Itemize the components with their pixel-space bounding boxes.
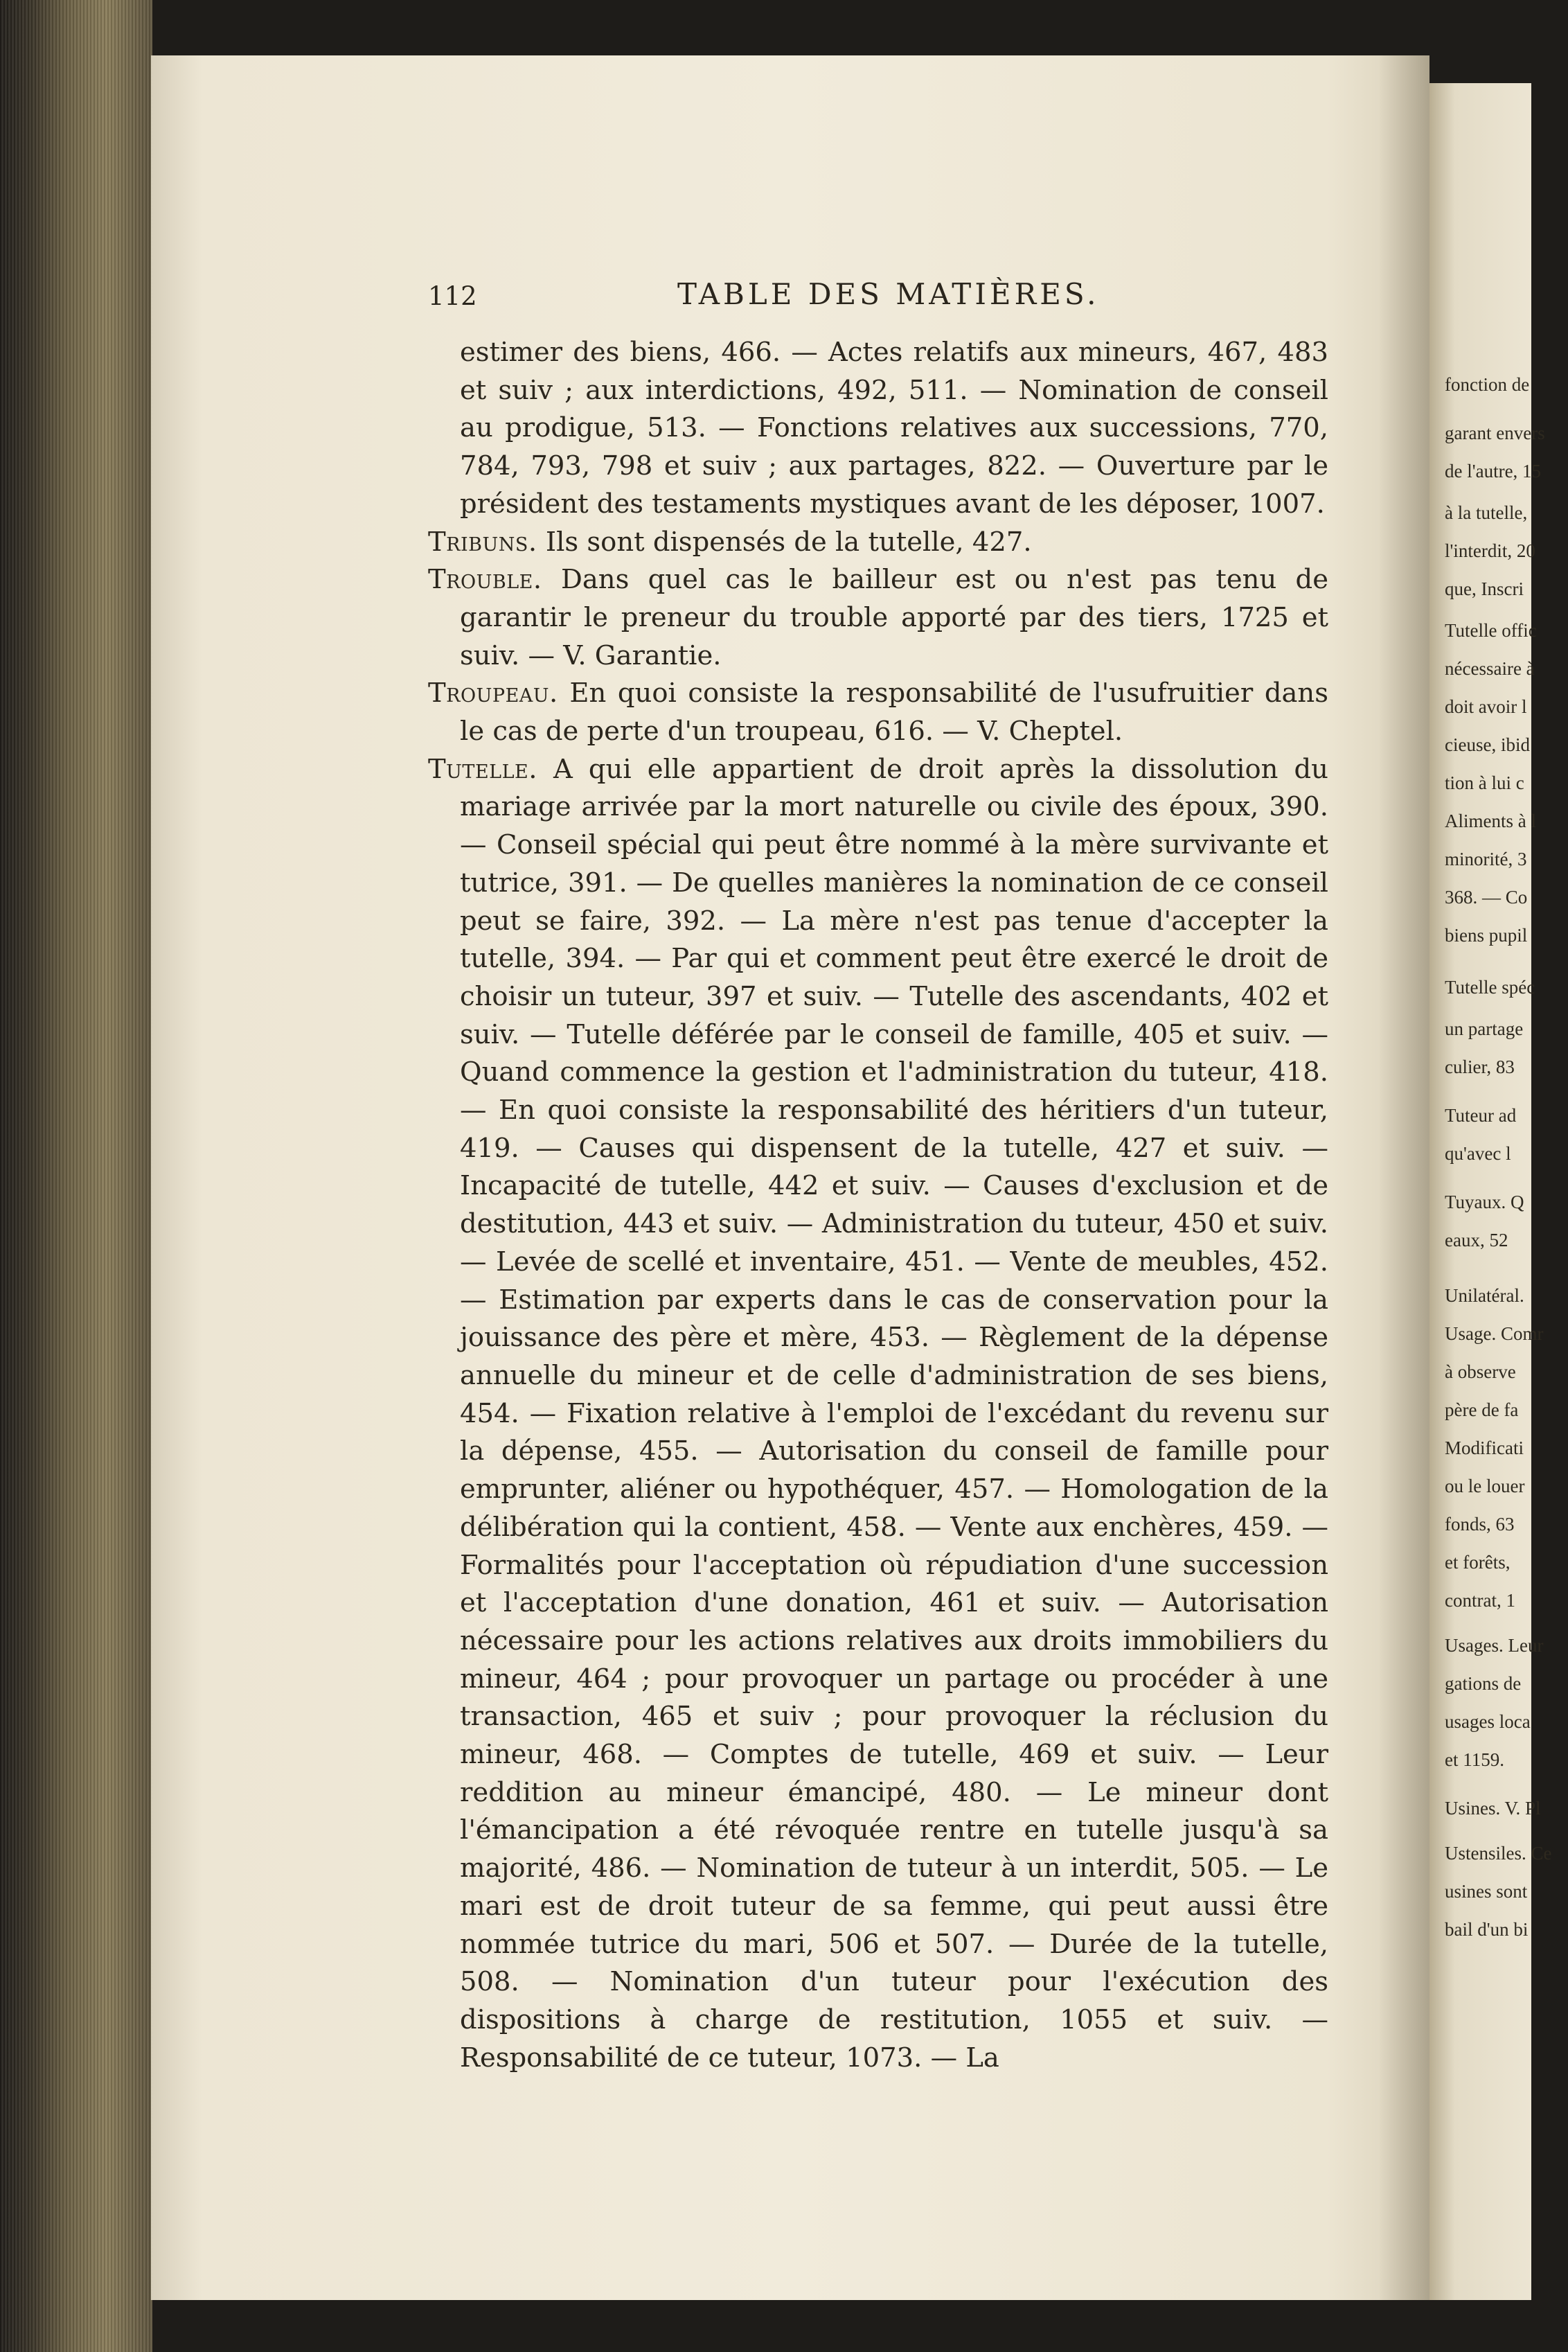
facing-line: Unilatéral. xyxy=(1445,1285,1524,1306)
facing-line: Tutelle offic xyxy=(1445,620,1537,641)
facing-line: que, Inscri xyxy=(1445,578,1524,599)
facing-line: 368. — Co xyxy=(1445,887,1528,908)
facing-line: Ustensiles. Ce xyxy=(1445,1843,1552,1864)
entry-text: Ils sont dispensés de la tutelle, 427. xyxy=(545,526,1032,558)
facing-line: et forêts, xyxy=(1445,1552,1511,1573)
facing-line: Usages. Leur xyxy=(1445,1635,1544,1656)
facing-line: contrat, 1 xyxy=(1445,1590,1515,1611)
facing-line: Tutelle spéc xyxy=(1445,977,1535,998)
facing-line: minorité, 3 xyxy=(1445,849,1527,869)
facing-line: cieuse, ibid xyxy=(1445,734,1530,755)
entry-text: A qui elle appartient de droit après la dissolution du mariage arrivée par la mort naturelle ou civile des époux, 390. — Conseil spécial qui peut être nommé à la mère survivante et tutrice, 391. — De quelles manières la nomination de ce conseil peut se faire, 392. — La mère n'est pas tenue d'accepter la tutelle, 394. — Par qui et comment peut être exercé le droit de choisir un tuteur, 397 et suiv. — Tutelle des ascendants, 402 et suiv. — Tutelle déférée par le conseil de famille, 405 et suiv. — Quand commence la gestion et l'administration du tuteur, 418. — En quoi consiste la responsabilité des héritiers d'un tuteur, 419. — Causes qui dispensent de la tutelle, 427 et suiv. — Incapacité de tutelle, 442 et suiv. — Causes d'exclusion et de destitution, 443 et suiv. — Administration du tuteur, 450 et suiv. — Levée de scellé et inventaire, 451. — Vente de meubles, 452. — Estimation par experts dans le cas de conservation pour la jouissance des père et mère, 453. — Règlement de la dépense annuelle du mineur et de celle d'administration de ses biens, 454. — Fixation relative à l'emploi de l'excédant du revenu sur la dépense, 455. — Autorisation du conseil de famille pour emprunter, aliéner ou hypothéquer, 457. — Homologation de la délibération qui la contient, 458. — Vente aux enchères, 459. — Formalités pour l'acceptation où répudiation d'une succession et l'acceptation d'une donation, 461 et suiv. — Autorisation nécessaire pour les actions relatives aux droits immobiliers du mineur, 464 ; pour provoquer un partage ou procéder à une transaction, 465 et suiv ; pour provoquer la réclusion du mineur, 468. — Comptes de tutelle, 469 et suiv. — Leur reddition au mineur émancipé, 480. — Le mineur dont l'émancipation a été révoquée rentre en tutelle jusqu'à sa majorité, 486. — Nomination de tuteur à un interdit, 505. — Le mari est de droit tuteur de sa femme, qui peut aussi être nommée tutrice du mari, 506 et 507. — Durée de la tutelle, 508. — Nomination d'un tuteur pour l'exécution des dispositions à charge de restitution, 1055 et suiv. — Responsabilité de ce tuteur, 1073. — La xyxy=(460,753,1328,2074)
entry-headword: Trouble. xyxy=(428,564,542,596)
facing-line: fonction de xyxy=(1445,374,1530,395)
facing-page-strip xyxy=(1429,83,1552,2300)
entry-headword: Troupeau. xyxy=(428,678,558,709)
facing-line: ou le louer xyxy=(1445,1476,1525,1496)
entry-headword: Tutelle. xyxy=(428,753,537,785)
index-body xyxy=(428,334,1328,2077)
index-entry xyxy=(428,561,1328,675)
entry-text: En quoi consiste la responsabilité de l'usufruitier dans le cas de perte d'un troupeau, 616. — V. Cheptel. xyxy=(460,678,1328,748)
entry-text: Dans quel cas le bailleur est ou n'est pas tenu de garantir le preneur du trouble apporté par des tiers, 1725 et suiv. — V. Garantie. xyxy=(460,564,1328,671)
facing-line: Modificati xyxy=(1445,1438,1524,1458)
facing-line: usages loca xyxy=(1445,1711,1531,1732)
entry-headword: Tribuns. xyxy=(428,526,537,558)
facing-line: à la tutelle, xyxy=(1445,502,1528,523)
facing-line: à observe xyxy=(1445,1361,1516,1382)
index-entry xyxy=(428,334,1328,524)
gutter-shadow xyxy=(1378,55,1429,2300)
facing-line: eaux, 52 xyxy=(1445,1230,1508,1250)
facing-line: nécessaire à xyxy=(1445,658,1535,679)
facing-line: biens pupil xyxy=(1445,925,1528,946)
facing-line: garant envers xyxy=(1445,423,1545,443)
facing-line: culier, 83 xyxy=(1445,1056,1515,1077)
facing-line: père de fa xyxy=(1445,1399,1519,1420)
facing-line: bail d'un bi xyxy=(1445,1919,1529,1940)
facing-line: doit avoir l xyxy=(1445,696,1527,717)
facing-line: un partage xyxy=(1445,1018,1524,1039)
entry-text: estimer des biens, 466. — Actes relatifs aux mineurs, 467, 483 et suiv ; aux interdictions, 492, 511. — Nomination de conseil au prodigue, 513. — Fonctions relatives aux successions, 770, 784, 793, 798 et suiv ; aux partages, 822. — Ouverture par le président des testaments mystiques avant de les déposer, 1007. xyxy=(460,337,1328,520)
running-title: TABLE DES MATIÈRES. xyxy=(677,277,1100,311)
index-entry xyxy=(428,524,1328,562)
facing-line: Aliments à l xyxy=(1445,811,1536,831)
facing-line: Tuteur ad xyxy=(1445,1105,1517,1126)
facing-line: usines sont xyxy=(1445,1881,1528,1902)
facing-line: l'interdit, 20 xyxy=(1445,540,1535,561)
facing-line: de l'autre, 15 xyxy=(1445,461,1542,481)
index-entry xyxy=(428,675,1328,750)
facing-line: Usines. V. Pl xyxy=(1445,1798,1541,1819)
facing-line: Usage. Comr xyxy=(1445,1323,1544,1344)
facing-line: qu'avec l xyxy=(1445,1143,1511,1164)
facing-line: gations de xyxy=(1445,1673,1522,1694)
index-entry xyxy=(428,751,1328,2078)
facing-line: et 1159. xyxy=(1445,1749,1504,1770)
page-number: 112 xyxy=(428,281,477,311)
facing-line: fonds, 63 xyxy=(1445,1514,1515,1535)
facing-line: tion à lui c xyxy=(1445,772,1524,793)
page-header xyxy=(428,277,1342,319)
facing-line: Tuyaux. Q xyxy=(1445,1192,1524,1212)
book-page-edges xyxy=(0,0,152,2352)
